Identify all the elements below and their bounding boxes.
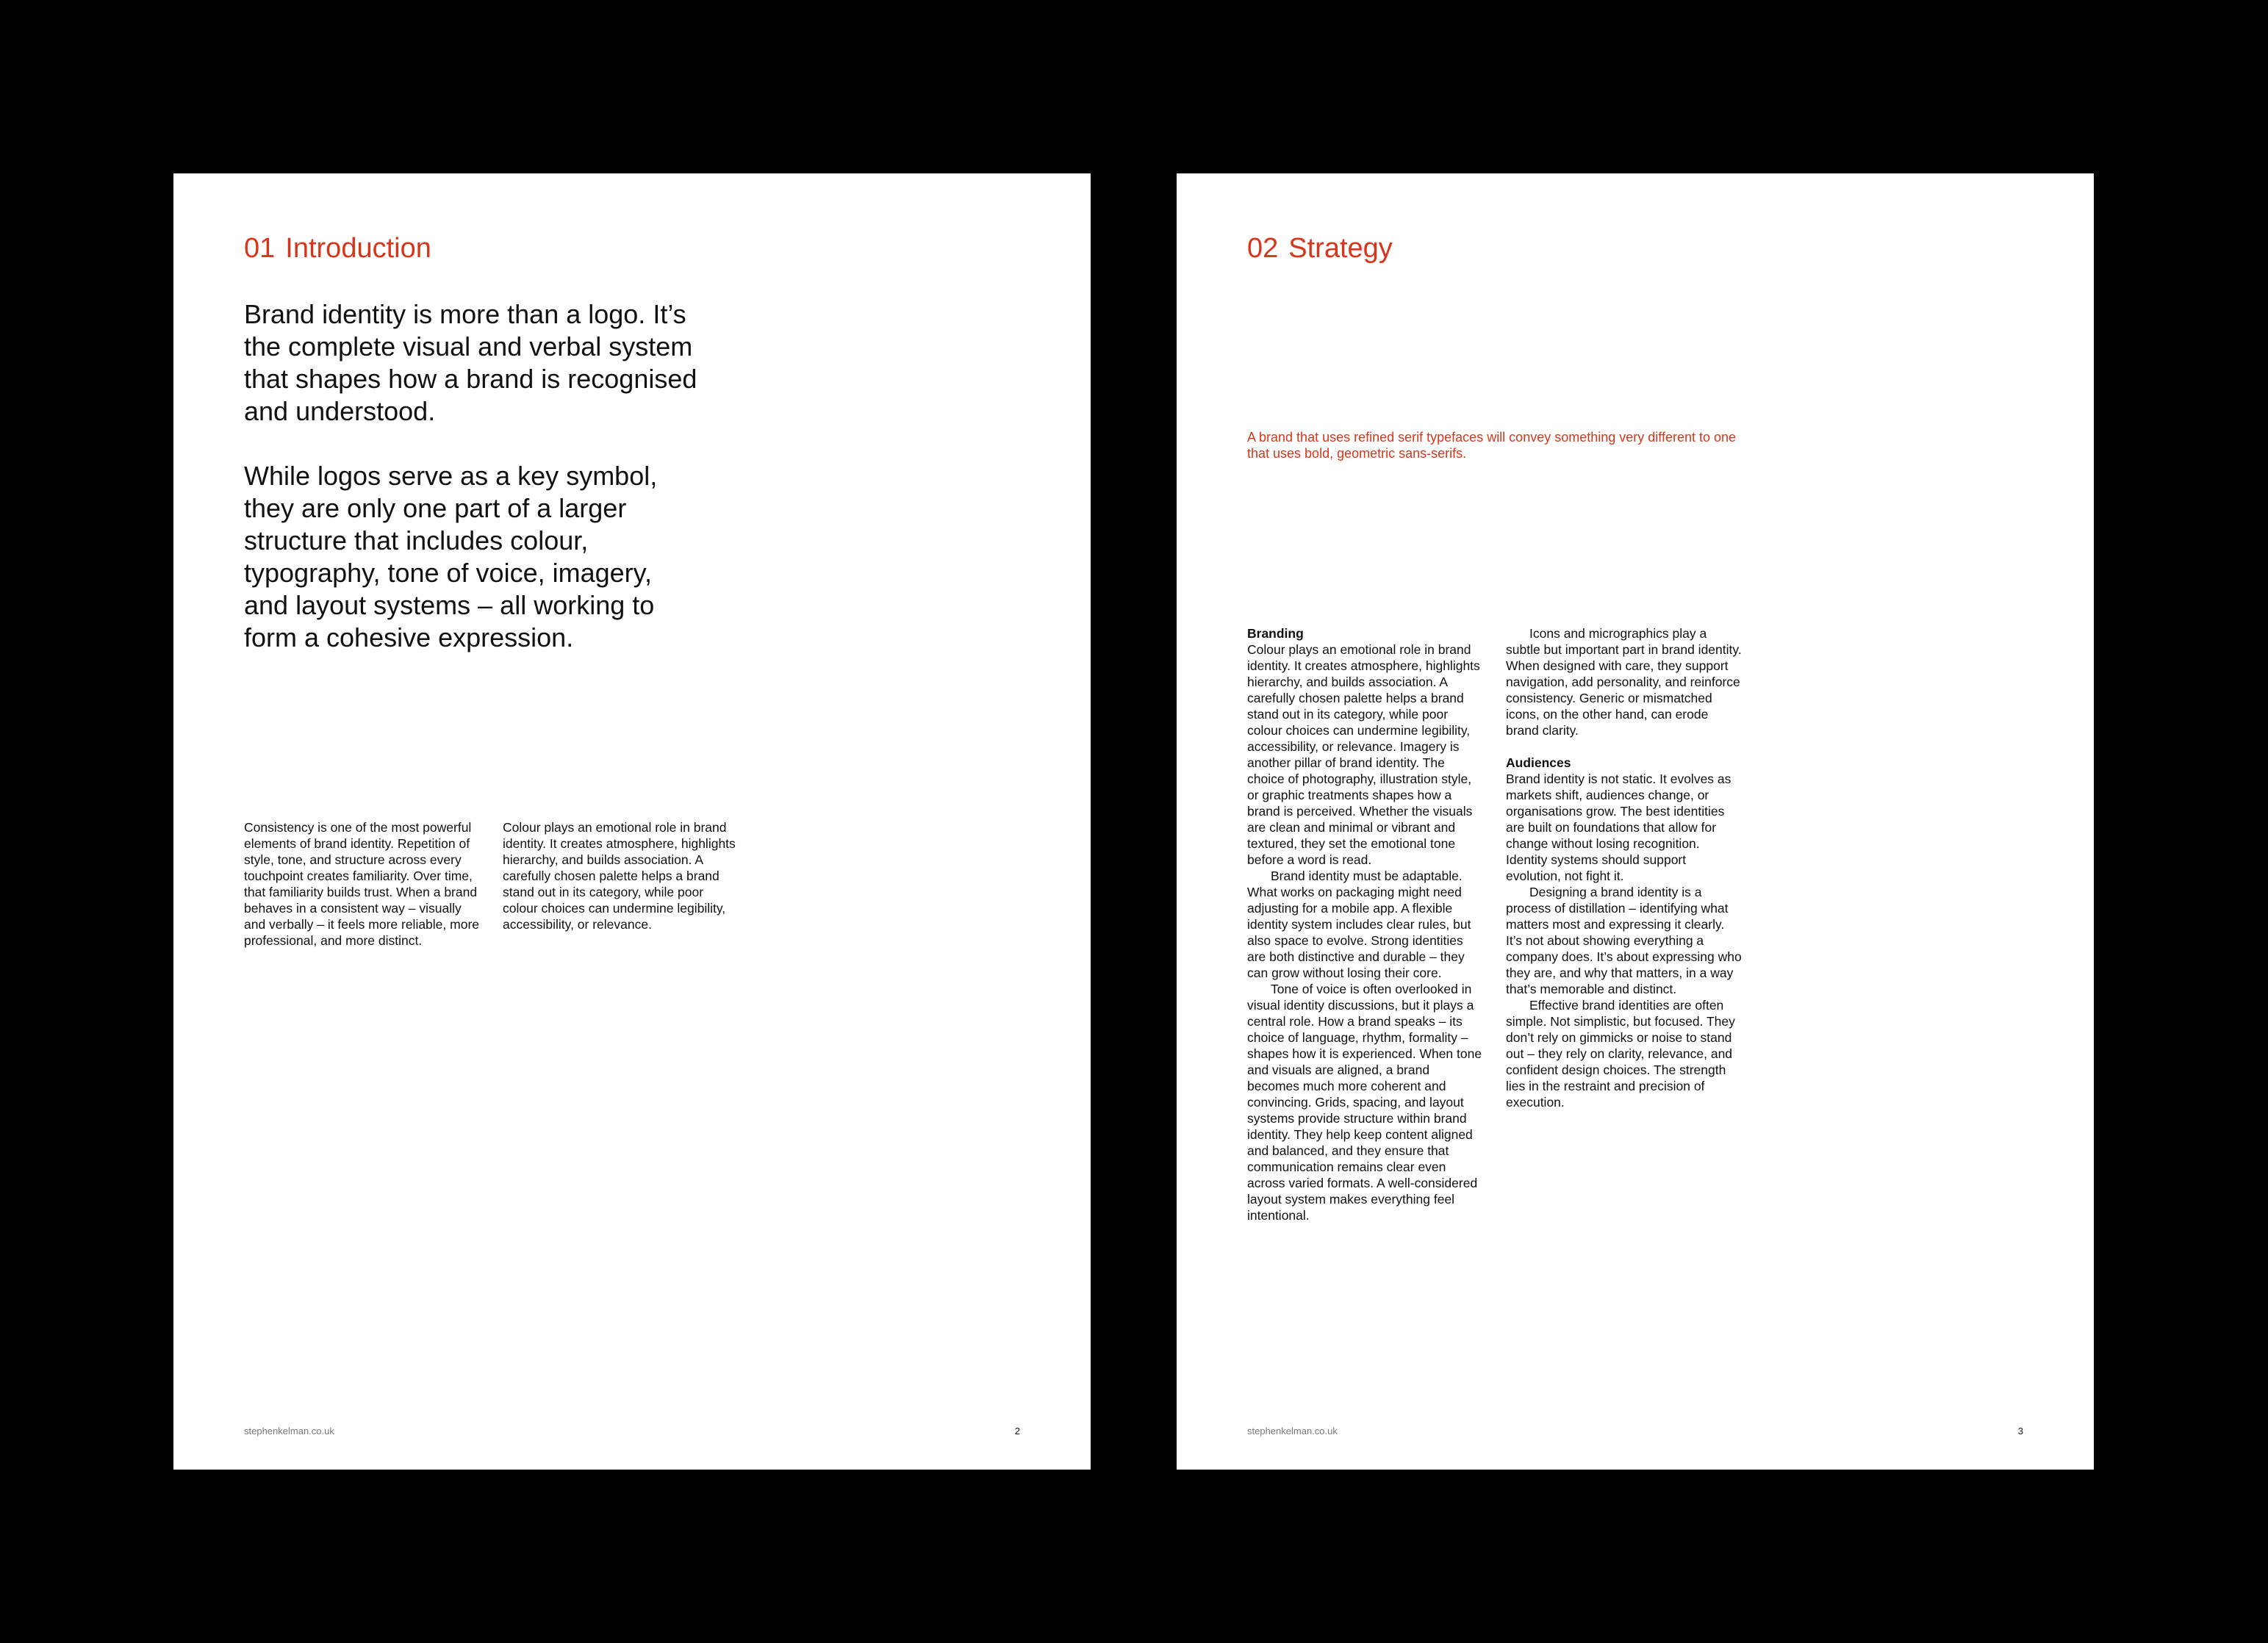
section-heading <box>244 232 431 266</box>
pull-quote: A brand that uses refined serif typefaces will convey something very different to one that uses bold, geometric sans-serifs. <box>1247 430 1737 461</box>
paragraph-gap <box>1506 738 1743 755</box>
lead-text <box>244 298 700 686</box>
body-paragraph: Effective brand identities are often simple. Not simplistic, but focused. They don’t rely on gimmicks or noise to stand out – they rely on clarity, relevance, and confident design choices. The strength lies in the restraint and precision of execution. <box>1506 998 1735 1110</box>
column-heading: Branding <box>1247 626 1304 641</box>
body-column <box>1247 625 1484 1223</box>
body-paragraph: Icons and micrographics play a subtle but important part in brand identity. When designed with care, they support navigation, add personality, and reinforce consistency. Generic or mismatched icons, on the other hand, can erode brand clarity. <box>1506 626 1742 738</box>
section-title: Strategy <box>1288 233 1393 264</box>
body-column <box>1506 625 1743 1110</box>
body-paragraph: Colour plays an emotional role in brand identity. It creates atmosphere, highlights hierarchy, and builds association. A carefully chosen palette helps a brand stand out in its category, while poor colour choices can undermine legibility, accessibility, or relevance. Imagery is another pillar of brand identity. The choice of photography, illustration style, or graphic treatments shapes how a brand is perceived. Whether the visuals are clean and minimal or vibrant and textured, they set the emotional tone before a word is read. <box>1247 642 1480 867</box>
page-3 <box>1177 173 2094 1470</box>
footer-website: stephenkelman.co.uk <box>244 1426 334 1437</box>
page-number: 2 <box>1014 1426 1020 1437</box>
page-2 <box>173 173 1091 1470</box>
body-paragraph: Brand identity is not static. It evolves as markets shift, audiences change, or organisations grow. The best identities are built on foundations that allow for change without losing recognition. Identity systems should support evolution, not fight it. <box>1506 772 1731 883</box>
body-column <box>503 819 739 932</box>
body-column <box>244 819 481 949</box>
body-paragraph: Colour plays an emotional role in brand identity. It creates atmosphere, highlights hierarchy, and builds association. A carefully chosen palette helps a brand stand out in its category, while poor colour choices can undermine legibility, accessibility, or relevance. <box>503 820 736 932</box>
footer-website: stephenkelman.co.uk <box>1247 1426 1338 1437</box>
lead-paragraph: Brand identity is more than a logo. It’s the complete visual and verbal system that shapes how a brand is recognised and understood. <box>244 299 697 426</box>
section-number: 01 <box>244 233 276 264</box>
body-paragraph: Brand identity must be adaptable. What works on packaging might need adjusting for a mobile app. A flexible identity system includes clear rules, but also space to evolve. Strong identities are both distinctive and durable – they can grow without losing their core. <box>1247 869 1471 980</box>
section-title: Introduction <box>285 233 431 264</box>
body-paragraph: Tone of voice is often overlooked in visual identity discussions, but it plays a central role. How a brand speaks – its choice of language, rhythm, formality – shapes how it is experienced. When tone and visuals are aligned, a brand becomes much more coherent and convincing. Grids, spacing, and layout systems provide structure within brand identity. They help keep content aligned and balanced, and they ensure that communication remains clear even across varied formats. A well-considered layout system makes everything feel intentional. <box>1247 982 1482 1223</box>
section-number: 02 <box>1247 233 1279 264</box>
section-heading <box>1247 232 1393 266</box>
lead-paragraph: While logos serve as a key symbol, they are only one part of a larger structure that includes colour, typography, tone of voice, imagery, and layout systems – all working to form a cohesive expression. <box>244 461 658 652</box>
column-heading: Audiences <box>1506 755 1571 770</box>
page-number: 3 <box>2017 1426 2023 1437</box>
body-paragraph: Designing a brand identity is a process of distillation – identifying what matters most and expressing it clearly. It’s not about showing everything a company does. It’s about expressing who they are, and why that matters, in a way that’s memorable and distinct. <box>1506 885 1742 996</box>
body-paragraph: Consistency is one of the most powerful elements of brand identity. Repetition of style, tone, and structure across every touchpoint creates familiarity. Over time, that familiarity builds trust. When a brand behaves in a consistent way – visually and verbally – it feels more reliable, more professional, and more distinct. <box>244 820 480 948</box>
